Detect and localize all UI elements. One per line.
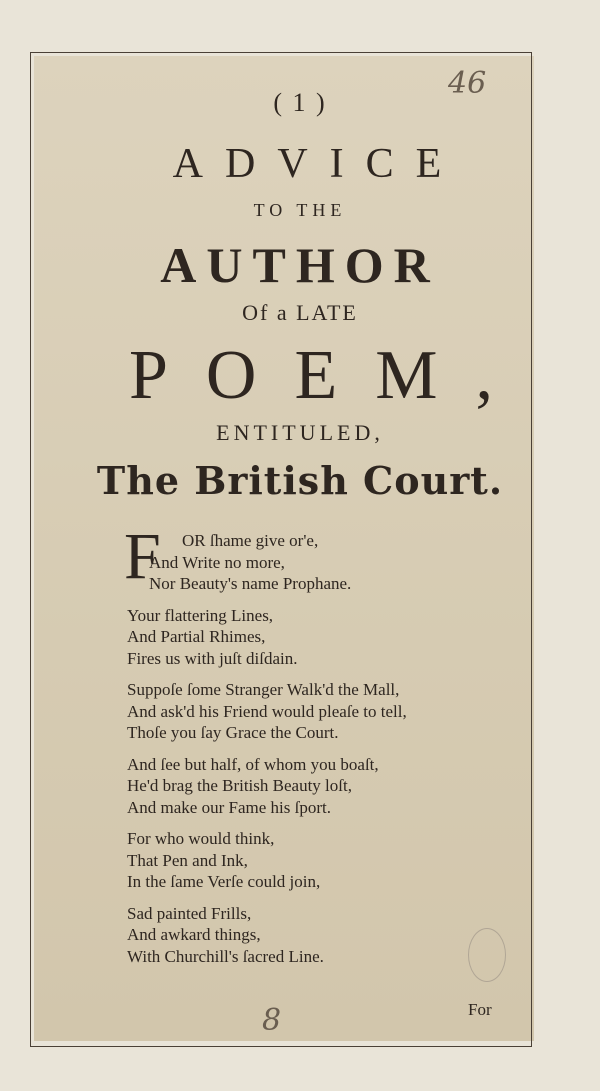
- catchword: For: [468, 1000, 492, 1019]
- title-line-of-a-late: Of a LATE: [242, 300, 358, 325]
- verse-line: For who would think,: [127, 829, 275, 848]
- verse-line: In the ſame Verſe could join,: [127, 872, 321, 891]
- verse-line: Sad painted Frills,: [127, 903, 252, 923]
- stanza: [127, 903, 407, 968]
- verse-line: And ſee but half, of whom you boaſt,: [127, 754, 379, 774]
- verse-line: And Partial Rhimes,: [127, 627, 266, 646]
- page-number: ( 1 ): [273, 88, 327, 117]
- verse-line: And awkard things,: [127, 925, 261, 944]
- verse-line: Your flattering Lines,: [127, 605, 274, 625]
- verse-line: And ask'd his Friend would pleaſe to tell,: [127, 701, 407, 721]
- verse-line: And make our Fame his ſport.: [127, 797, 331, 817]
- verse-line: That Pen and Ink,: [127, 850, 248, 870]
- verse-line: Nor Beauty's name Prophane.: [149, 574, 352, 593]
- title-line-british-court: The British Court.: [96, 458, 504, 503]
- verse-line: Fires us with juſt diſdain.: [127, 648, 298, 668]
- stanza: [127, 530, 407, 595]
- library-stamp-icon: [468, 928, 506, 982]
- verse-line: With Churchill's ſacred Line.: [127, 946, 324, 966]
- handwritten-folio-number: 46: [448, 66, 487, 101]
- stanza: [127, 828, 407, 893]
- title-line-advice: ADVICE: [172, 141, 464, 187]
- verse-line: He'd brag the British Beauty loſt,: [127, 776, 352, 795]
- verse-line: Thoſe you ſay Grace the Court.: [127, 723, 339, 742]
- stanza: [127, 605, 407, 670]
- poem-body: [127, 530, 407, 977]
- title-line-author: AUTHOR: [160, 237, 440, 293]
- drop-cap: F: [124, 520, 161, 593]
- stanza: [127, 679, 407, 744]
- title-line-to-the: TO THE: [253, 200, 347, 220]
- verse-line: OR ſhame give or'e,: [182, 531, 319, 550]
- stanza: [127, 754, 407, 819]
- verse-line: And Write no more,: [149, 552, 285, 572]
- verse-line: Suppoſe ſome Stranger Walk'd the Mall,: [127, 680, 400, 699]
- title-line-entituled: ENTITULED,: [216, 420, 384, 445]
- handwritten-signature-mark: 8: [262, 1003, 282, 1038]
- title-line-poem: POEM,: [129, 337, 531, 414]
